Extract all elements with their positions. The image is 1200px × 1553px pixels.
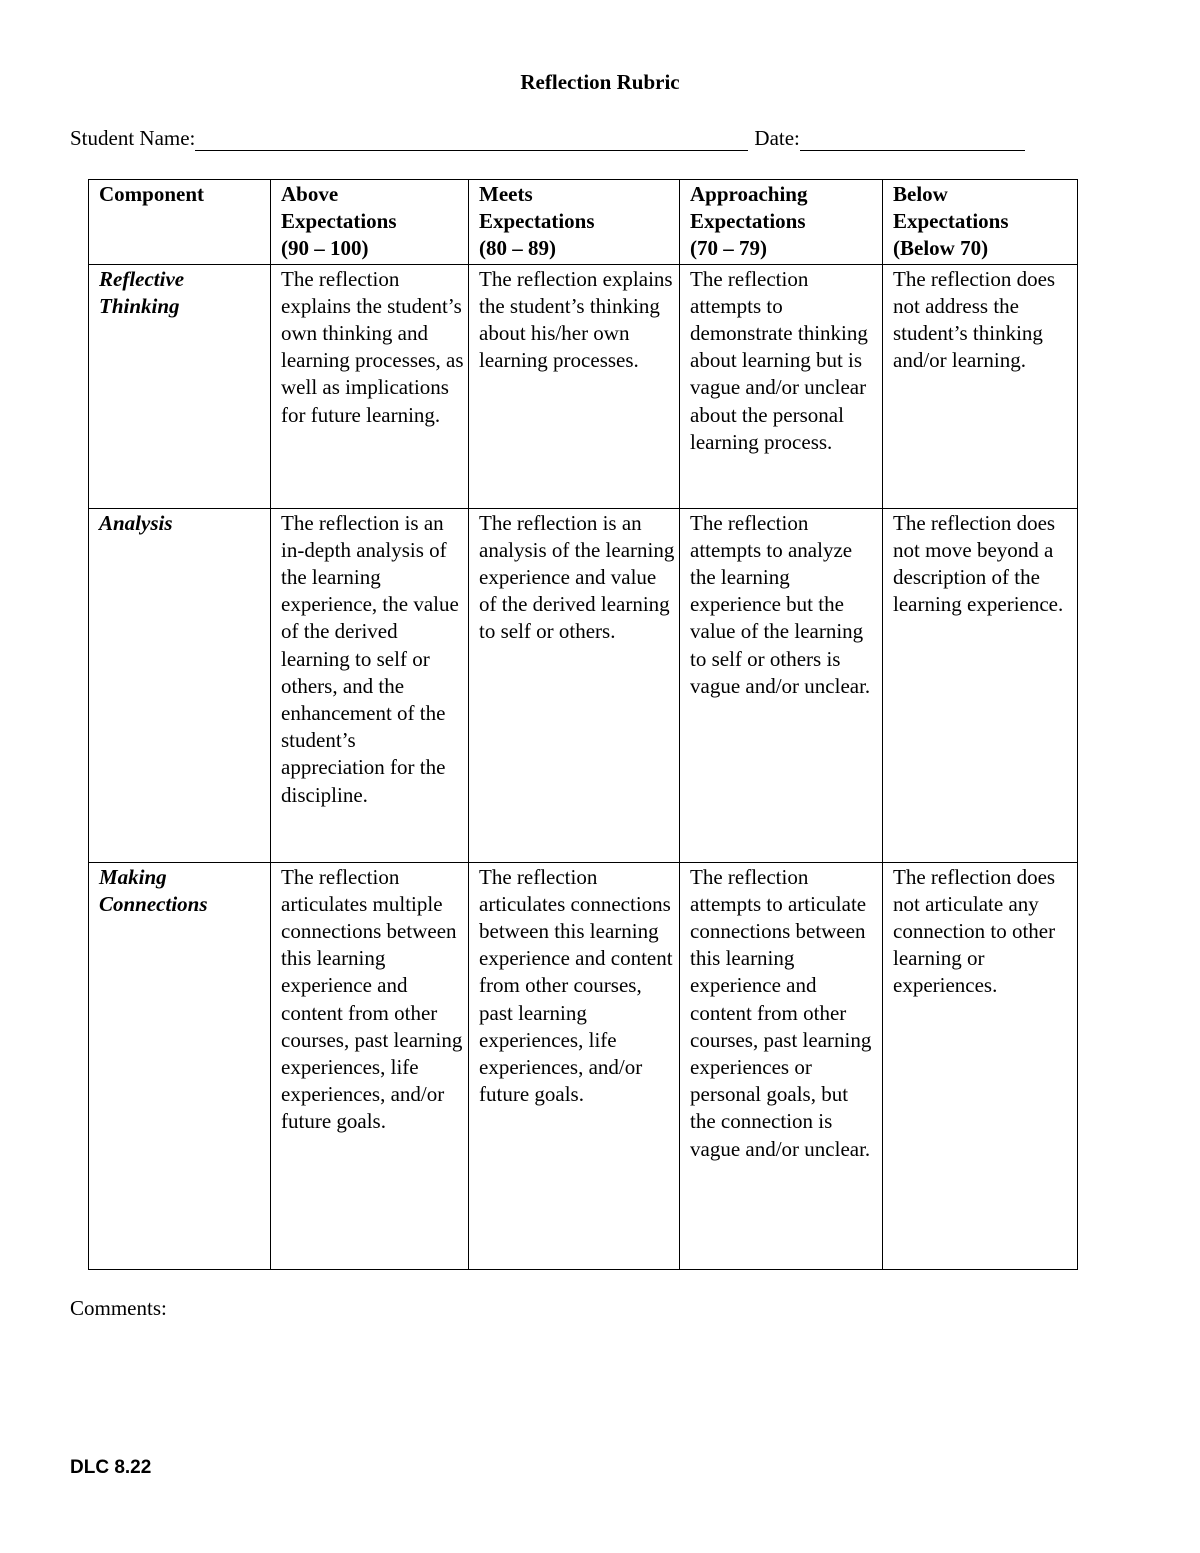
table-row <box>89 862 1078 1269</box>
meets-cell: The reflection explains the student’s thinking about his/her own learning processes. <box>469 264 680 508</box>
header-line: Meets <box>479 182 533 206</box>
above-cell: The reflection explains the student’s own thinking and learning processes, as well as implications for future learning. <box>271 264 469 508</box>
header-line: Expectations <box>479 209 595 234</box>
header-row <box>89 180 1078 265</box>
component-name: Making Connections <box>99 864 208 916</box>
header-line: Above <box>281 182 339 206</box>
header-line: Below <box>893 182 948 206</box>
comments-label: Comments: <box>70 1296 167 1320</box>
student-name-blank <box>195 128 748 151</box>
below-cell: The reflection does not move beyond a description of the learning experience. <box>883 508 1078 862</box>
header-line: Approaching <box>690 182 808 206</box>
header-line: Expectations <box>690 209 806 234</box>
header-below-expectations <box>883 180 1078 265</box>
header-score-range: (70 – 79) <box>690 236 767 261</box>
header-above-expectations <box>271 180 469 265</box>
footer-code: DLC 8.22 <box>70 1457 152 1478</box>
component-cell <box>89 508 271 862</box>
component-cell <box>89 862 271 1269</box>
above-cell: The reflection articulates multiple connections between this learning experience and content from other courses, past learning experiences, life experiences, and/or future goals. <box>271 862 469 1269</box>
component-name: Reflective Thinking <box>99 266 185 318</box>
meets-cell: The reflection is an analysis of the learning experience and value of the derived learning to self or others. <box>469 508 680 862</box>
header-component <box>89 180 271 265</box>
student-info-line <box>70 126 1025 151</box>
table-row <box>89 508 1078 862</box>
rubric-table <box>88 179 1078 1270</box>
page-title: Reflection Rubric <box>520 70 680 94</box>
component-cell <box>89 264 271 508</box>
header-approaching-expectations <box>680 180 883 265</box>
header-meets-expectations <box>469 180 680 265</box>
student-name-label: Student Name: <box>70 126 196 150</box>
above-cell: The reflection is an in-depth analysis of the learning experience, the value of the derived learning to self or others, and the enhancement of the student’s appreciation for the discipline. <box>271 508 469 862</box>
table-row <box>89 264 1078 508</box>
header-score-range: (90 – 100) <box>281 236 369 261</box>
header-score-range: (Below 70) <box>893 236 989 261</box>
date-label: Date: <box>754 126 800 150</box>
approaching-cell: The reflection attempts to articulate connections between this learning experience and content from other courses, past learning experiences or personal goals, but the connection is vague and/or unclear. <box>680 862 883 1269</box>
below-cell: The reflection does not articulate any connection to other learning or experiences. <box>883 862 1078 1269</box>
header-line: Expectations <box>893 209 1009 234</box>
header-line: Expectations <box>281 209 397 234</box>
below-cell: The reflection does not address the student’s thinking and/or learning. <box>883 264 1078 508</box>
meets-cell: The reflection articulates connections between this learning experience and content from other courses, past learning experiences, life experiences, and/or future goals. <box>469 862 680 1269</box>
header-score-range: (80 – 89) <box>479 236 556 261</box>
component-name: Analysis <box>99 510 173 535</box>
approaching-cell: The reflection attempts to demonstrate thinking about learning but is vague and/or unclear about the personal learning process. <box>680 264 883 508</box>
header-line: Component <box>99 182 205 206</box>
date-blank <box>800 128 1025 151</box>
approaching-cell: The reflection attempts to analyze the learning experience but the value of the learning to self or others is vague and/or unclear. <box>680 508 883 862</box>
